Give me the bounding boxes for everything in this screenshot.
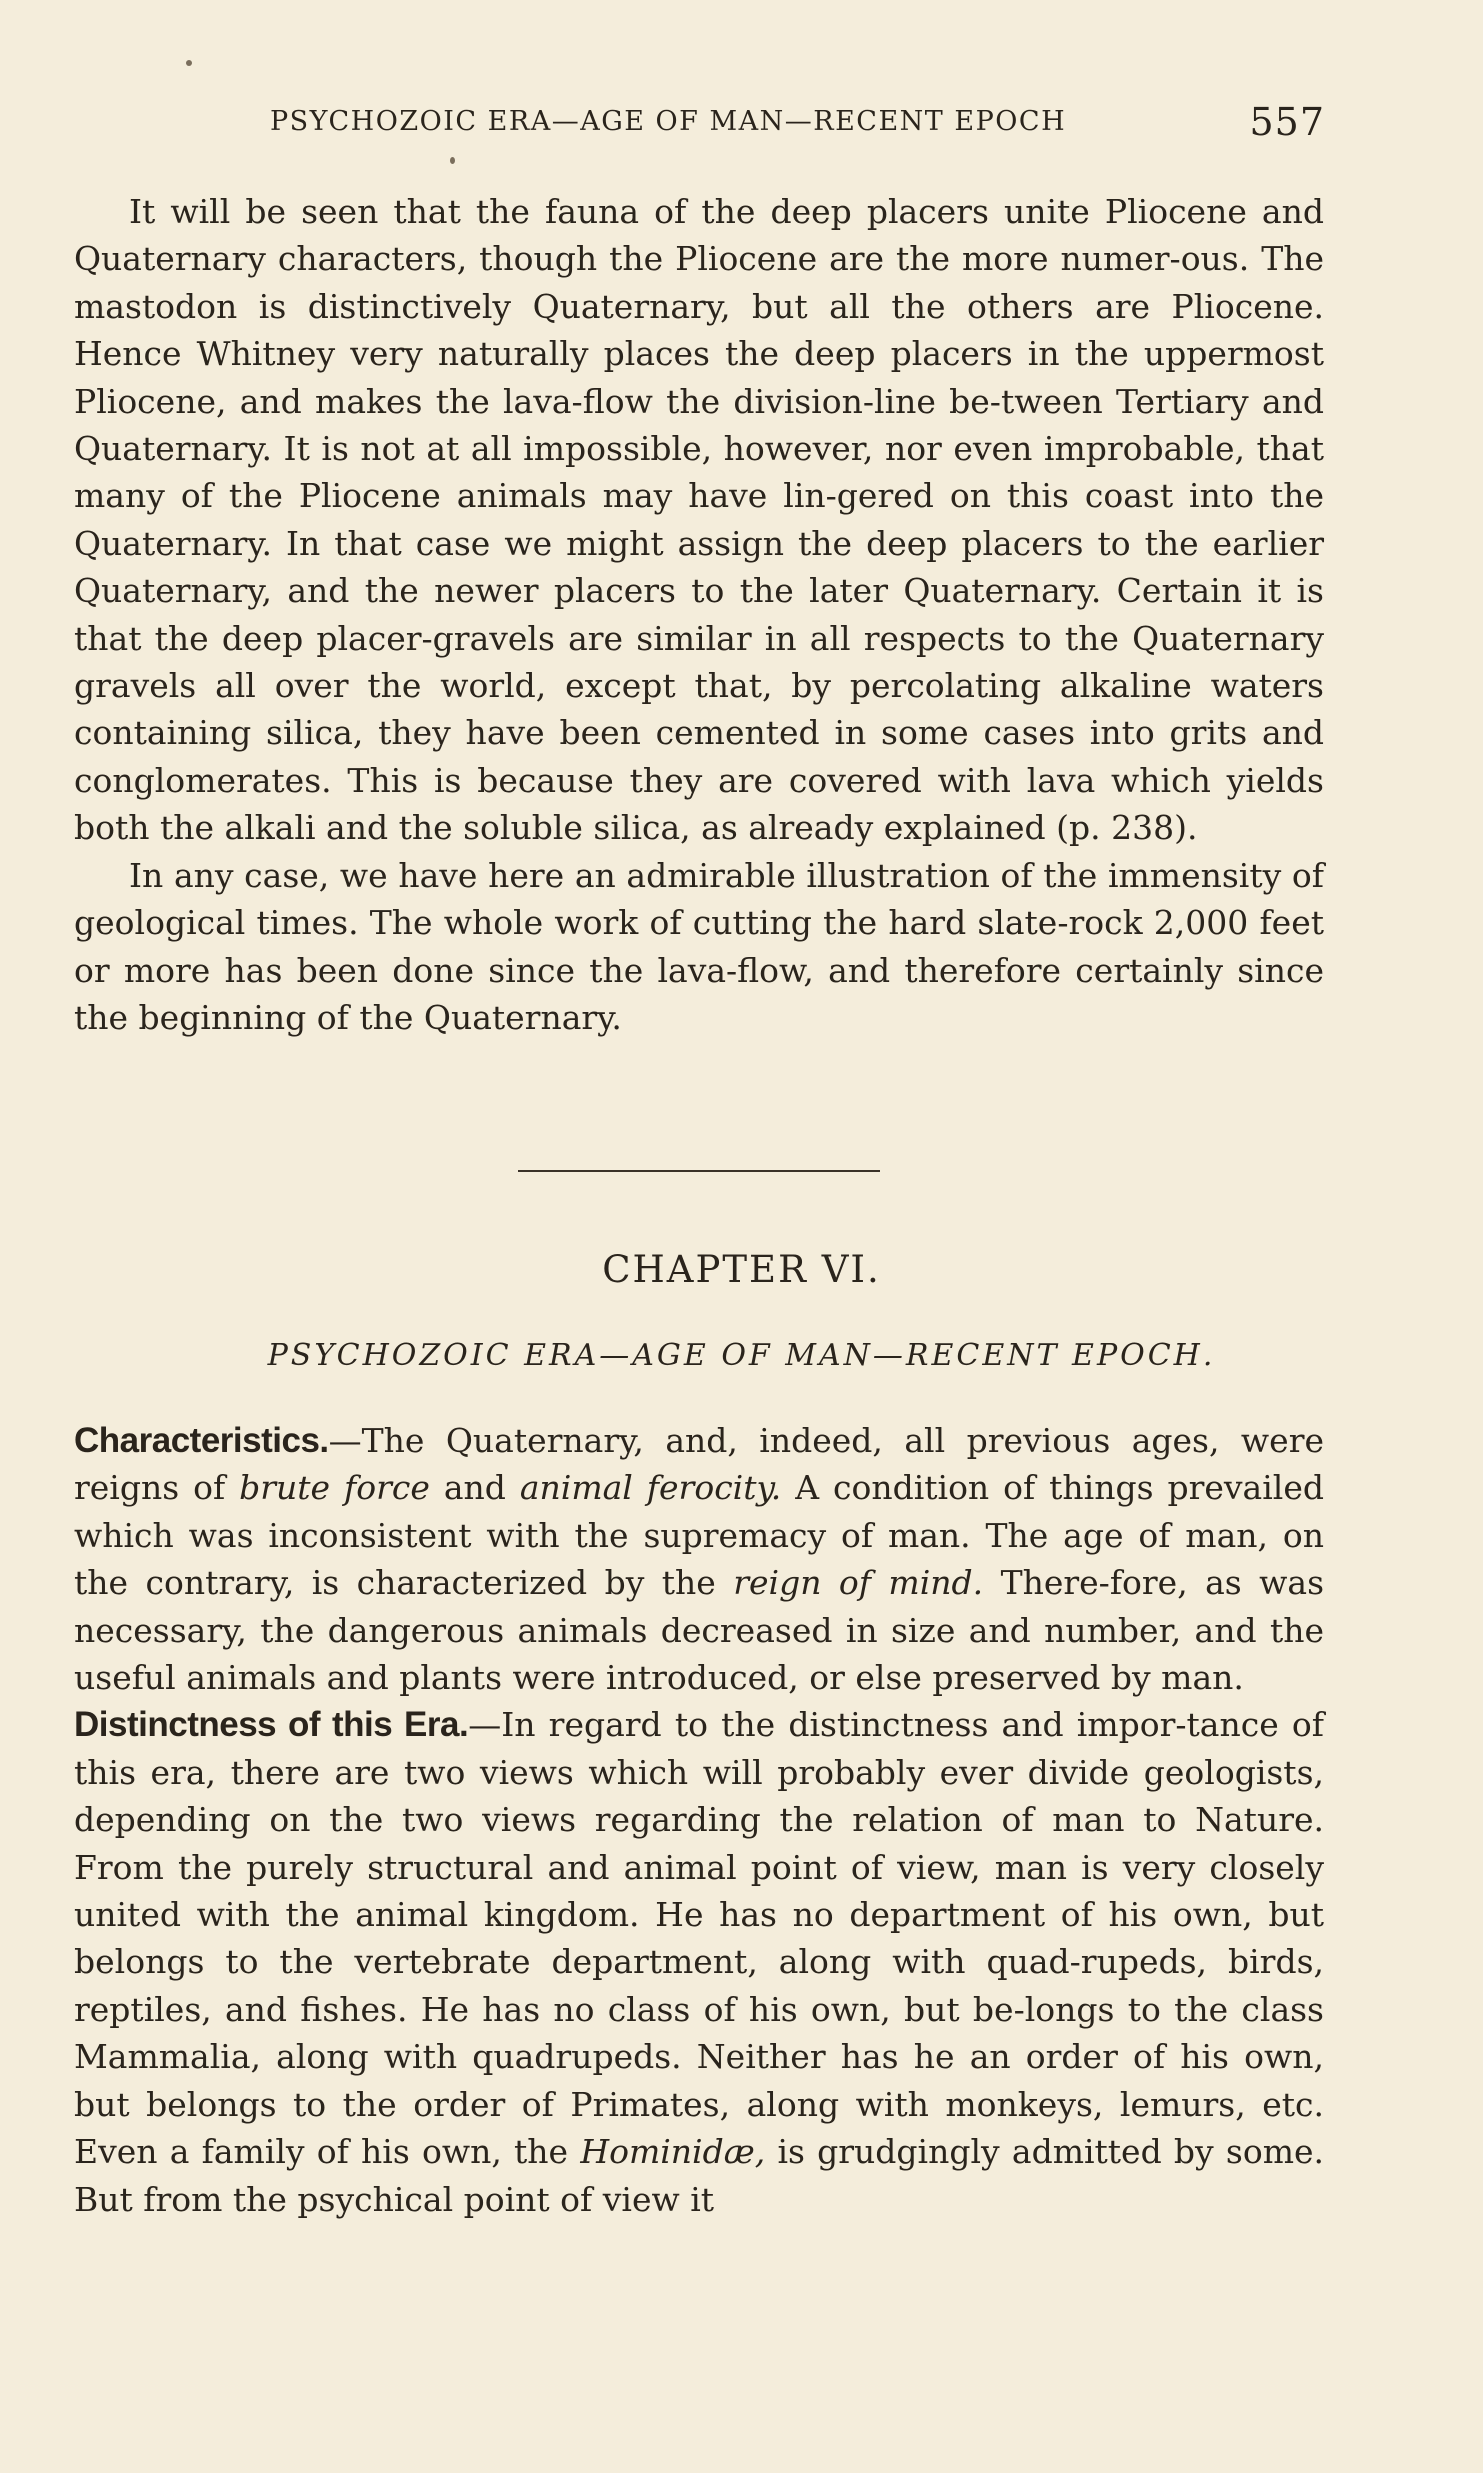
ink-speck bbox=[450, 157, 455, 164]
text-run: —In regard to the distinctness and impor-tance of this era, there are two views which will probably ever divide geologists, depending on the two views regarding the relation of man to Nature. From the purely structural and animal point of view, man is very closely united with the animal kingdom. He has no department of his own, but belongs to the vertebrate department, along with quad-rupeds, birds, reptiles, and fishes. He has no class of his own, but be-longs to the class Mammalia, along with quadrupeds. Neither has he an order of his own, but belongs to the order of Primates, along with monkeys, lemurs, etc. Even a family of his own, the bbox=[74, 1705, 1324, 2172]
text-run: There-fore, as was necessary, the dangerous animals decreased in size and number, and the useful animals and plants were introduced, or else preserved by man. bbox=[74, 1563, 1325, 1698]
section-heading: Characteristics. bbox=[74, 1421, 329, 1460]
text-run: A condition of things prevailed which was inconsistent with the supremacy of man. The age of man, on the contrary, is characterized by the bbox=[74, 1468, 1324, 1603]
italic-run: brute force bbox=[239, 1468, 430, 1508]
italic-run: Hominidæ, bbox=[580, 2132, 766, 2172]
section-divider bbox=[518, 1170, 880, 1172]
text-run: —The Quaternary, and, indeed, all previous ages, were reigns of bbox=[74, 1421, 1324, 1508]
paragraph: It will be seen that the fauna of the deep placers unite Pliocene and Quaternary characters, though the Pliocene are the more numer-ous. The mastodon is distinctively Quaternary, but all the others are Pliocene. Hence Whitney very naturally places the deep placers in the uppermost Pliocene, and makes the lava-flow the division-line be-tween Tertiary and Quaternary. It is not at all impossible, however, nor even improbable, that many of the Pliocene animals may have lin-gered on this coast into the Quaternary. In that case we might assign the deep placers to the earlier Quaternary, and the newer placers to the later Quaternary. Certain it is that the deep placer-gravels are similar in all respects to the Quaternary gravels all over the world, except that, by percolating alkaline waters containing silica, they have been cemented in some cases into grits and conglomerates. This is because they are covered with lava which yields both the alkali and the soluble silica, as already explained (p. 238). bbox=[74, 192, 1324, 848]
paragraph-characteristics bbox=[74, 1417, 1324, 1701]
italic-run: animal ferocity. bbox=[519, 1468, 782, 1508]
body-text-top bbox=[74, 188, 1324, 1041]
body-text-chapter bbox=[74, 1417, 1324, 2223]
italic-run: reign of mind. bbox=[733, 1563, 984, 1603]
page-number: 557 bbox=[1249, 100, 1325, 144]
text-run: and bbox=[429, 1468, 520, 1508]
chapter-heading: CHAPTER VI. bbox=[602, 1248, 881, 1291]
paragraph-distinctness bbox=[74, 1701, 1324, 2222]
paragraph: In any case, we have here an admirable illustration of the immensity of geological times. The whole work of cutting the hard slate-rock 2,000 feet or more has been done since the lava-flow, and therefore certainly since the beginning of the Quaternary. bbox=[74, 855, 1324, 1037]
text-run: is grudgingly admitted by some. But from the psychical point of view it bbox=[74, 2132, 1325, 2219]
section-heading: Distinctness of this Era. bbox=[74, 1705, 469, 1745]
chapter-subtitle: PSYCHOZOIC ERA—AGE OF MAN—RECENT EPOCH. bbox=[267, 1338, 1216, 1373]
running-title: PSYCHOZOIC ERA—AGE OF MAN—RECENT EPOCH bbox=[270, 106, 1067, 137]
ink-speck bbox=[186, 60, 192, 66]
